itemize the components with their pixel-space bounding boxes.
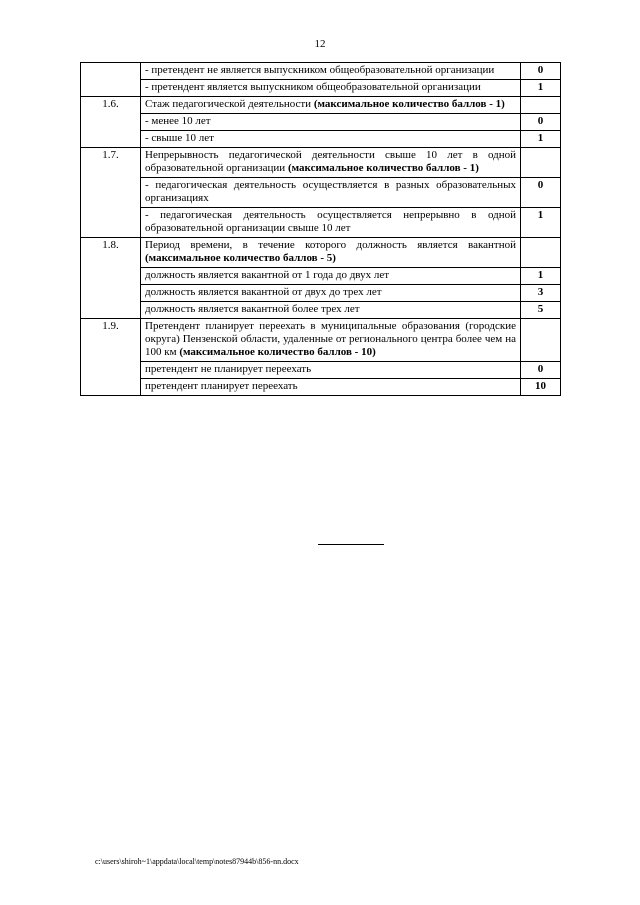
table-row <box>81 131 561 148</box>
max-score-note: (максимальное количество баллов - 1) <box>313 98 505 110</box>
table-row <box>81 285 561 302</box>
end-of-document-line <box>318 544 384 545</box>
section-number: 1.7. <box>81 148 141 238</box>
section-row <box>81 319 561 362</box>
score-cell: 0 <box>521 63 561 80</box>
criterion-text: должность является вакантной от 1 года до двух лет <box>141 268 521 285</box>
section-title-text: Период времени, в течение которого должность является вакантной <box>145 239 516 251</box>
table-row <box>81 63 561 80</box>
table-row <box>81 268 561 285</box>
criterion-text: - педагогическая деятельность осуществляется непрерывно в одной образовательной организации свыше 10 лет <box>141 208 521 238</box>
max-score-note: (максимальное количество баллов - 1) <box>287 162 479 174</box>
score-cell: 1 <box>521 208 561 238</box>
section-title-text: Претендент планирует переехать в муниципальные образования (городские округа) Пензенской области, удаленные от регионального центра более чем на 100 км <box>145 320 516 358</box>
score-cell: 1 <box>521 131 561 148</box>
score-cell-empty <box>521 319 561 362</box>
table-row <box>81 80 561 97</box>
max-score-note: (максимальное количество баллов - 5) <box>145 252 336 264</box>
score-cell: 0 <box>521 362 561 379</box>
score-cell: 1 <box>521 80 561 97</box>
table-row <box>81 178 561 208</box>
section-title <box>141 319 521 362</box>
score-cell: 1 <box>521 268 561 285</box>
score-cell-empty <box>521 97 561 114</box>
section-row <box>81 97 561 114</box>
section-row <box>81 148 561 178</box>
section-number: 1.9. <box>81 319 141 396</box>
section-row <box>81 238 561 268</box>
criteria-table <box>80 62 561 396</box>
page-number: 12 <box>314 38 326 50</box>
table-row <box>81 379 561 396</box>
score-cell: 0 <box>521 114 561 131</box>
criterion-text: претендент не планирует переехать <box>141 362 521 379</box>
section-title <box>141 148 521 178</box>
section-number: 1.8. <box>81 238 141 319</box>
score-cell: 0 <box>521 178 561 208</box>
score-cell-empty <box>521 238 561 268</box>
table-row <box>81 302 561 319</box>
score-cell: 5 <box>521 302 561 319</box>
score-cell: 10 <box>521 379 561 396</box>
score-cell: 3 <box>521 285 561 302</box>
max-score-note: (максимальное количество баллов - 10) <box>179 346 376 358</box>
section-number: 1.6. <box>81 97 141 148</box>
criterion-text: - менее 10 лет <box>141 114 521 131</box>
section-title-text: Непрерывность педагогической деятельности свыше 10 лет в одной образовательной организации <box>145 149 516 174</box>
criterion-text: - претендент является выпускником общеобразовательной организации <box>141 80 521 97</box>
table-row <box>81 208 561 238</box>
table-row <box>81 362 561 379</box>
criterion-text: - претендент не является выпускником общеобразовательной организации <box>141 63 521 80</box>
criterion-text: претендент планирует переехать <box>141 379 521 396</box>
section-title-text: Стаж педагогической деятельности <box>145 98 314 110</box>
criterion-text: должность является вакантной более трех лет <box>141 302 521 319</box>
criterion-text: должность является вакантной от двух до трех лет <box>141 285 521 302</box>
footer-file-path: c:\users\shiroh~1\appdata\local\temp\notes87944b\856-nn.docx <box>95 857 299 866</box>
section-number-cell <box>81 63 141 97</box>
table-row <box>81 114 561 131</box>
criterion-text: - свыше 10 лет <box>141 131 521 148</box>
section-title <box>141 238 521 268</box>
section-title <box>141 97 521 114</box>
criterion-text: - педагогическая деятельность осуществляется в разных образовательных организациях <box>141 178 521 208</box>
score-cell-empty <box>521 148 561 178</box>
